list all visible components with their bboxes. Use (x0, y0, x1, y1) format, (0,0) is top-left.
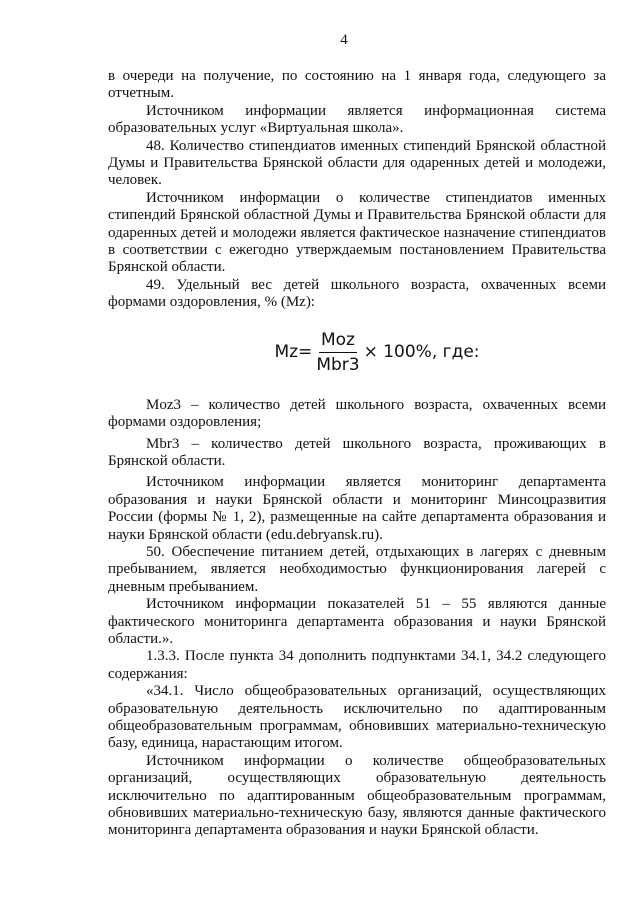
paragraph: «34.1. Число общеобразовательных организаций, осуществляющих образовательную деятельность исключительно по адаптированным общеобразовательным программам, обновивших материально-техническую базу, единица, нарастающим итогом. (108, 683, 606, 752)
paragraph: Источником информации о количестве общеобразовательных организаций, осуществляющих образовательную деятельность исключительно по адаптированным общеобразовательным программам, обновивших материально-техническую базу, являются данные фактического мониторинга департамента образования и науки Брянской области. (108, 752, 606, 839)
paragraph: 49. Удельный вес детей школьного возраста, охваченных всеми формами оздоровления, % (Mz): (108, 276, 606, 311)
page-number: 4 (340, 32, 348, 48)
paragraph: Moz3 – количество детей школьного возраста, охваченных всеми формами оздоровления; (108, 396, 606, 431)
paragraph: Источником информации показателей 51 – 55 являются данные фактического мониторинга департамента образования и науки Брянской области.». (108, 596, 606, 647)
paragraph: Источником информации является мониторинг департамента образования и науки Брянской области и мониторинг Минсоцразвития России (формы № 1, 2), размещенные на сайте департамента образования и науки Брянской области (edu.debryansk.ru). (108, 474, 606, 543)
formula-fraction (314, 330, 361, 375)
formula-lhs: Mz= (274, 342, 313, 363)
paragraph: 48. Количество стипендиатов именных стипендий Брянской областной Думы и Правительства Брянской области для одаренных детей и молодежи, человек. (108, 137, 606, 189)
paragraph: 1.3.3. После пункта 34 дополнить подпунктами 34.1, 34.2 следующего содержания: (108, 648, 606, 682)
paragraph: Источником информации о количестве стипендиатов именных стипендий Брянской областной Думы и Правительства Брянской области для одаренных детей и молодежи является фактическое назначение стипендиатов в соответствии с ежегодно утверждаемым постановлением Правительства Брянской области. (108, 189, 606, 276)
paragraph: Источником информации является информационная система образовательных услуг «Виртуальная школа». (108, 102, 606, 137)
paragraph: в очереди на получение, по состоянию на 1 января года, следующего за отчетным. (108, 68, 606, 102)
formula-denominator: Mbr3 (316, 354, 360, 375)
formula (108, 330, 606, 375)
formula-rhs: × 100%, где: (363, 342, 480, 363)
formula-numerator: Moz (319, 330, 357, 353)
paragraph: 50. Обеспечение питанием детей, отдыхающих в лагерях с дневным пребыванием, является необходимостью функционирования лагерей с дневным пребыванием. (108, 543, 606, 595)
paragraph: Mbr3 – количество детей школьного возраста, проживающих в Брянской области. (108, 435, 606, 469)
